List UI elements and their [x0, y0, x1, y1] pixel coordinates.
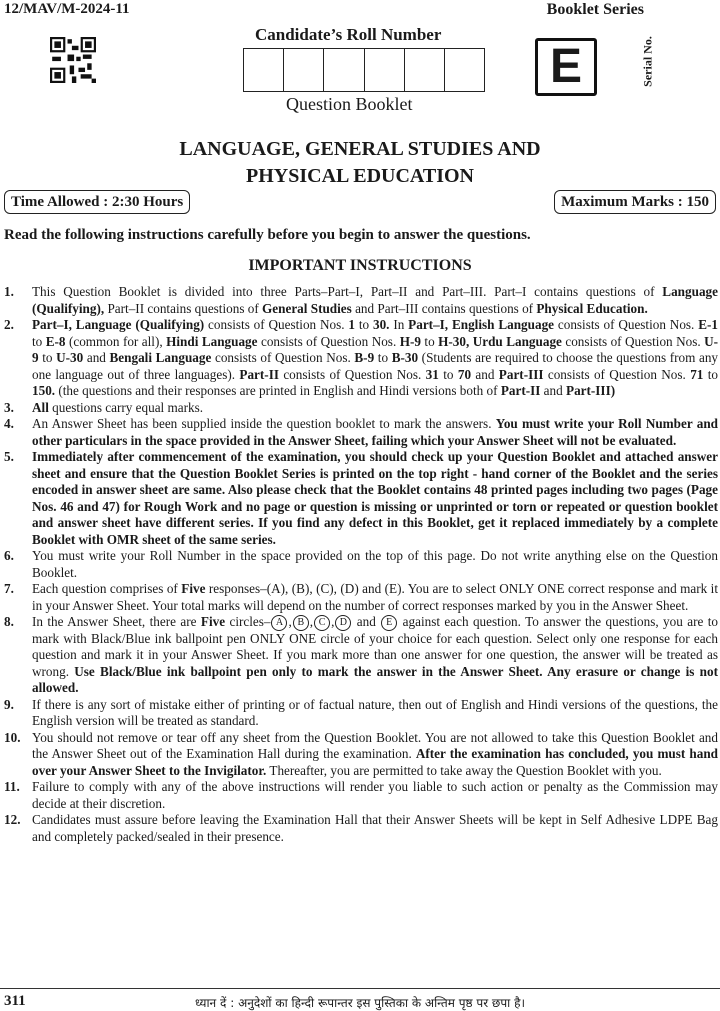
- instruction-text-run: (the questions and their responses are printed in English and Hindi versions both of: [55, 383, 501, 398]
- instruction-item: [4, 697, 718, 730]
- instruction-text-run: ,: [331, 614, 335, 629]
- instruction-item: [4, 317, 718, 400]
- instruction-text-run: to: [438, 366, 458, 382]
- instruction-item: [4, 284, 718, 317]
- instruction-text-run: In the Answer Sheet, there are: [32, 614, 201, 629]
- instruction-text-run: consists of Question Nos.: [554, 317, 699, 332]
- instruction-text: [32, 730, 718, 780]
- instruction-text-run: Candidates must assure before leaving the Examination Hall that their Answer Sheets will be kept in Self Adhesive LDPE Bag and completely packed/sealed in their presence.: [32, 812, 718, 844]
- instruction-text-run: 70: [457, 366, 472, 382]
- instruction-text-run: and: [352, 614, 381, 629]
- instruction-text-run: to: [355, 317, 373, 332]
- instruction-item: [4, 812, 718, 845]
- instruction-text-run: and: [540, 383, 567, 398]
- instruction-text-run: 71: [690, 366, 704, 382]
- instruction-text: [32, 779, 718, 812]
- instruction-text-run: You must write your Roll Number in the space provided on the top of this page. Do not write anything else on the Question Booklet.: [32, 548, 718, 580]
- instruction-number: 5.: [4, 449, 14, 464]
- instruction-text: [32, 812, 718, 845]
- booklet-series-label: Booklet Series: [546, 1, 644, 18]
- question-booklet-label: Question Booklet: [286, 94, 413, 114]
- instruction-text: [32, 614, 718, 697]
- instruction-text-run: consists of Question Nos.: [211, 350, 355, 365]
- instruction-text-run: Each question comprises of: [32, 581, 182, 596]
- instruction-text-run: B-30: [391, 350, 419, 365]
- hindi-note: ध्यान दें : अनुदेशों का हिन्दी रूपान्तर इस पुस्तिका के अन्तिम पृष्ठ पर छपा है।: [194, 996, 526, 1010]
- title-line-2: PHYSICAL EDUCATION: [246, 165, 474, 187]
- instruction-text-run: consists of Question Nos.: [257, 333, 400, 349]
- instruction-text-run: U-9: [32, 333, 719, 365]
- instruction-item: [4, 730, 718, 780]
- instruction-item: [4, 416, 718, 449]
- instruction-text-run: and Part–III contains questions of: [351, 300, 537, 316]
- instruction-text-run: Use Black/Blue ink ballpoint pen only to mark the answer in the Answer Sheet. Any erasure or change is not allowed.: [32, 663, 719, 696]
- instruction-text-run: If there is any sort of mistake either of printing or of factual nature, then out of English and Hindi versions of the questions, the English version will be treated as standard.: [32, 696, 718, 729]
- instruction-number: 1.: [4, 284, 14, 299]
- footer-divider: [0, 988, 720, 989]
- series-letter-box: E: [535, 38, 597, 96]
- roll-number-boxes[interactable]: [243, 48, 485, 92]
- instruction-list: [4, 284, 718, 845]
- answer-circle-icon: C: [314, 615, 330, 631]
- time-allowed-badge: Time Allowed : 2:30 Hours: [4, 190, 190, 214]
- instruction-text: [32, 317, 718, 400]
- instruction-number: 4.: [4, 416, 14, 431]
- qr-code-icon: [50, 37, 96, 83]
- instruction-text: [32, 697, 718, 730]
- instruction-text-run: consists of Question Nos.: [561, 333, 705, 349]
- serial-number-area: [637, 28, 657, 100]
- instruction-text-run: E-1: [698, 317, 718, 332]
- answer-circle-icon: E: [381, 615, 397, 631]
- instruction-text-run: consists of Question Nos.: [543, 366, 691, 382]
- instruction-text-run: 31: [425, 366, 439, 382]
- instruction-text-run: Part-II: [500, 383, 541, 398]
- instruction-text-run: (Students are required to choose the questions from any one language out of three languages).: [32, 350, 719, 382]
- answer-circle-icon: A: [271, 615, 287, 631]
- instruction-text-run: Hindi Language: [166, 333, 258, 349]
- instruction-item: [4, 449, 718, 548]
- instruction-text-run: consists of Question Nos.: [204, 317, 349, 332]
- instruction-text-run: ,: [288, 614, 292, 629]
- instruction-text-run: and: [471, 366, 499, 382]
- instruction-number: 8.: [4, 614, 14, 629]
- instruction-text-run: Physical Education.: [536, 300, 648, 316]
- instruction-text: [32, 400, 718, 417]
- instruction-number: 12.: [4, 812, 21, 828]
- instruction-text-run: ,: [309, 614, 314, 629]
- page-number: 311: [4, 993, 26, 1009]
- instruction-text-run: Part–I, Language (Qualifying): [32, 317, 205, 332]
- instruction-number: 9.: [4, 696, 14, 712]
- instruction-item: [4, 548, 718, 581]
- instruction-item: [4, 400, 718, 417]
- instruction-text-run: to: [420, 333, 439, 349]
- instruction-text-run: 30.: [372, 317, 390, 332]
- instruction-number: 2.: [4, 317, 14, 332]
- instruction-text-run: All: [32, 399, 49, 415]
- instruction-text-run: Part–I, English Language: [408, 317, 555, 332]
- instruction-text-run: consists of Question Nos.: [278, 366, 426, 382]
- instruction-number: 6.: [4, 548, 14, 563]
- instruction-text-run: circles–: [225, 614, 271, 629]
- answer-circle-icon: D: [335, 615, 351, 631]
- instruction-text-run: Thereafter, you are permitted to take away the Question Booklet with you.: [266, 762, 662, 778]
- answer-circle-icon: B: [293, 615, 309, 631]
- instruction-text-run: This Question Booklet is divided into three Parts–Part–I, Part–II and Part–III. Part–I contains questions of: [32, 284, 663, 299]
- instruction-text-run: Failure to comply with any of the above instructions will render you liable to such action or penalty as the Commission may decide at their discretion.: [32, 779, 718, 811]
- instruction-text-run: questions carry equal marks.: [48, 399, 204, 415]
- instruction-text-run: Language (Qualifying),: [32, 284, 718, 316]
- page-title: [0, 136, 720, 190]
- instruction-text-run: In: [389, 317, 409, 332]
- instruction-text-run: to: [32, 333, 46, 349]
- instruction-number: 7.: [4, 581, 14, 596]
- instruction-text: [32, 581, 718, 614]
- instruction-text: [32, 449, 718, 548]
- instruction-text-run: responses–(A), (B), (C), (D) and (E). You are to select ONLY ONE correct response and mark it in your Answer Sheet. Your total marks will depend on the number of correct responses marked by you in the Answer Sheet.: [32, 581, 718, 613]
- instruction-text-run: to: [703, 366, 718, 382]
- title-line-1: LANGUAGE, GENERAL STUDIES AND: [179, 138, 541, 160]
- instruction-number: 10.: [4, 729, 21, 745]
- booklet-code: 12/MAV/M-2024-11: [4, 1, 130, 17]
- instruction-text-run: B-9: [354, 350, 375, 365]
- instruction-text-run: 150.: [32, 383, 56, 398]
- instruction-text-run: H-30, Urdu Language: [438, 333, 562, 349]
- instruction-text-run: U-30: [56, 350, 84, 365]
- serial-number-label: Serial No.: [640, 36, 655, 87]
- instruction-text-run: Part-II: [239, 366, 279, 382]
- instruction-text-run: You must write your Roll Number and other particulars in the space provided in the Answer Sheet, failing which your Answer Sheet will not be evaluated.: [32, 416, 718, 448]
- instruction-text-run: Five: [181, 581, 206, 596]
- instruction-text: [32, 416, 718, 449]
- instruction-number: 3.: [4, 399, 14, 415]
- instruction-text-run: (common for all),: [65, 333, 167, 349]
- instruction-item: [4, 779, 718, 812]
- instruction-text-run: H-9: [399, 333, 421, 349]
- instruction-item: [4, 581, 718, 614]
- instruction-text-run: E-8: [45, 333, 66, 349]
- instruction-text-run: 1: [348, 317, 355, 332]
- read-instruction: Read the following instructions carefully before you begin to answer the questions.: [4, 227, 531, 243]
- instruction-text: [32, 284, 718, 317]
- instruction-text-run: After the examination has concluded, you must hand over your Answer Sheet to the Invigilator.: [32, 746, 718, 778]
- instruction-text-run: Bengali Language: [109, 350, 212, 365]
- instruction-text-run: An Answer Sheet has been supplied inside the question booklet to mark the answers.: [32, 416, 496, 431]
- roll-number-label: Candidate’s Roll Number: [255, 25, 442, 44]
- instruction-text-run: Part–II contains questions of: [104, 300, 263, 316]
- important-instructions-heading: IMPORTANT INSTRUCTIONS: [248, 257, 472, 274]
- maximum-marks-badge: Maximum Marks : 150: [554, 190, 716, 214]
- instruction-text-run: against each question. To answer the questions, you are to mark with Black/Blue ink ballpoint pen ONLY ONE circle of your choice for each question. Select only one response for each question and mark it in your Answer Sheet. If you mark more than one answer for one question, the answer will be treated as wrong.: [32, 614, 718, 679]
- instruction-text-run: Five: [200, 614, 226, 629]
- instruction-text-run: Immediately after commencement of the examination, you should check up your Question Booklet and attached answer sheet and ensure that the Question Booklet Series is printed on the top right - hand corner of the Booklet and the series encoded in answer sheet are same. Also please check that the Booklet contains 48 printed pages including two pages (Page Nos. 46 and 47) for Rough Work and no page or question is missing or unprinted or torn or repeated or question booklet and answer sheet have different series. If you find any defect in this Booklet, get it replaced immediately by a complete Booklet with OMR sheet of the same series.: [32, 449, 718, 547]
- instruction-text-run: General Studies: [262, 300, 352, 316]
- instruction-text-run: Part-III): [566, 383, 616, 398]
- instruction-text-run: Part-III: [498, 366, 544, 382]
- instruction-text-run: to: [38, 350, 57, 365]
- instruction-text-run: You should not remove or tear off any sheet from the Question Booklet. You are not allowed to take this Question Booklet and the Answer Sheet out of the Examination Hall during the examination.: [32, 729, 718, 762]
- instruction-text: [32, 548, 718, 581]
- instruction-text-run: and: [83, 350, 110, 365]
- instruction-item: [4, 614, 718, 697]
- instruction-number: 11.: [4, 779, 20, 795]
- instruction-text-run: to: [374, 350, 392, 365]
